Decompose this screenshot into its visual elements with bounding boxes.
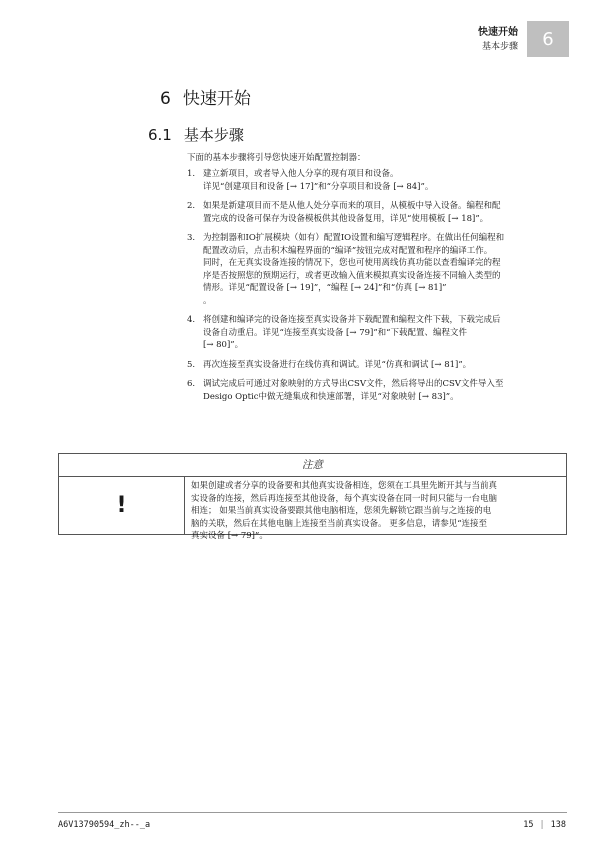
- step-text-line: 再次连接至真实设备进行在线仿真和调试。详见“仿真和调试 [→ 81]”。: [203, 359, 472, 370]
- step-text-line: 情形。详见“配置设备 [→ 19]”，“编程 [→ 24]”和“仿真 [→ 81]”: [203, 283, 447, 293]
- exclamation-icon: !: [59, 477, 185, 534]
- section-number: 6.1: [148, 126, 172, 144]
- list-item: [187, 359, 567, 372]
- list-item: [187, 232, 567, 307]
- step-text-line: 建立新项目，或者导入他人分享的现有项目和设备。: [203, 169, 399, 179]
- chapter-tab: 6: [527, 21, 569, 57]
- step-text-line: Desigo Optic中做无缝集成和快速部署，详见“对象映射 [→ 83]”。: [203, 391, 459, 402]
- footer-divider: [58, 812, 567, 813]
- step-number: 5.: [187, 359, 196, 370]
- note-heading: 注意: [59, 454, 566, 477]
- step-text-line: 置完成的设备可保存为设备模板供其他设备复用，详见“使用模板 [→ 18]”。: [203, 213, 489, 224]
- list-item: [187, 378, 567, 403]
- step-number: 2.: [187, 201, 196, 211]
- step-text-line: 。: [203, 295, 212, 306]
- step-text-line: 将创建和编译完的设备连接至真实设备并下载配置和编程文件下载，下载完成后: [203, 315, 501, 325]
- running-header-title: 快速开始: [478, 27, 518, 38]
- section-title: 基本步骤: [183, 126, 244, 144]
- total-pages: 138: [550, 820, 566, 830]
- step-text-line: [→ 80]”。: [203, 340, 244, 350]
- step-text-line: 详见“创建项目和设备 [→ 17]”和“分享项目和设备 [→ 84]”。: [203, 181, 434, 192]
- note-text-line: 真实设备 [→ 79]”。: [191, 531, 268, 541]
- step-number: 6.: [187, 379, 196, 389]
- step-text-line: 调试完成后可通过对象映射的方式导出CSV文件，然后将导出的CSV文件导入至: [203, 379, 504, 389]
- step-text-line: 序是否按照您的预期运行，或者更改输入值来模拟真实设备连接不同输入类型的: [203, 270, 501, 281]
- step-number: 3.: [187, 233, 196, 243]
- step-number: 1.: [187, 169, 196, 179]
- note-text-line: 脑的关联，然后在其他电脑上连接至当前真实设备。 更多信息，请参见“连接至: [191, 518, 488, 529]
- running-header: [478, 26, 518, 54]
- chapter-number: 6: [160, 89, 171, 109]
- chapter-heading: [160, 84, 251, 109]
- step-text-line: 配置改动后，点击积木编程界面的“编译”按钮完成对配置和程序的编译工作。: [203, 245, 493, 256]
- note-text: [185, 477, 566, 541]
- current-page: 15: [523, 820, 534, 830]
- note-box: [58, 453, 567, 541]
- note-text-line: 如果创建或者分享的设备要和其他真实设备相连，您须在工具里先断开其与当前真: [191, 481, 498, 491]
- step-text-line: 同时，在无真实设备连接的情况下，您也可使用离线仿真功能以查看编译完的程: [203, 258, 501, 268]
- note-text-line: 实设备的连接，然后再连接至其他设备，每个真实设备在同一时间只能与一台电脑: [191, 493, 498, 504]
- step-text-line: 设备自动重启。详见“连接至真实设备 [→ 79]”和“下载配置、编程文件: [203, 327, 468, 338]
- page-number: 15 | 138: [523, 820, 566, 830]
- step-number: 4.: [187, 315, 196, 325]
- section-heading: [148, 124, 244, 145]
- chapter-title: 快速开始: [182, 89, 251, 109]
- running-header-subtitle: 基本步骤: [481, 42, 518, 52]
- note-text-line: 相连； 如果当前真实设备要跟其他电脑相连，您须先解锁它跟当前与之连接的电: [191, 506, 492, 516]
- list-item: [187, 200, 567, 225]
- step-text-line: 为控制器和IO扩展模块（如有）配置IO设置和编写逻辑程序。在做出任何编程和: [203, 233, 505, 243]
- step-text-line: 如果是新建项目而不是从他人处分享而来的项目，从模板中导入设备。编程和配: [203, 201, 501, 211]
- doc-id: A6V13790594_zh--_a: [58, 820, 151, 830]
- list-item: [187, 168, 567, 193]
- intro-text: 下面的基本步骤将引导您快速开始配置控制器：: [187, 153, 366, 163]
- steps-list: [187, 168, 567, 410]
- list-item: [187, 314, 567, 352]
